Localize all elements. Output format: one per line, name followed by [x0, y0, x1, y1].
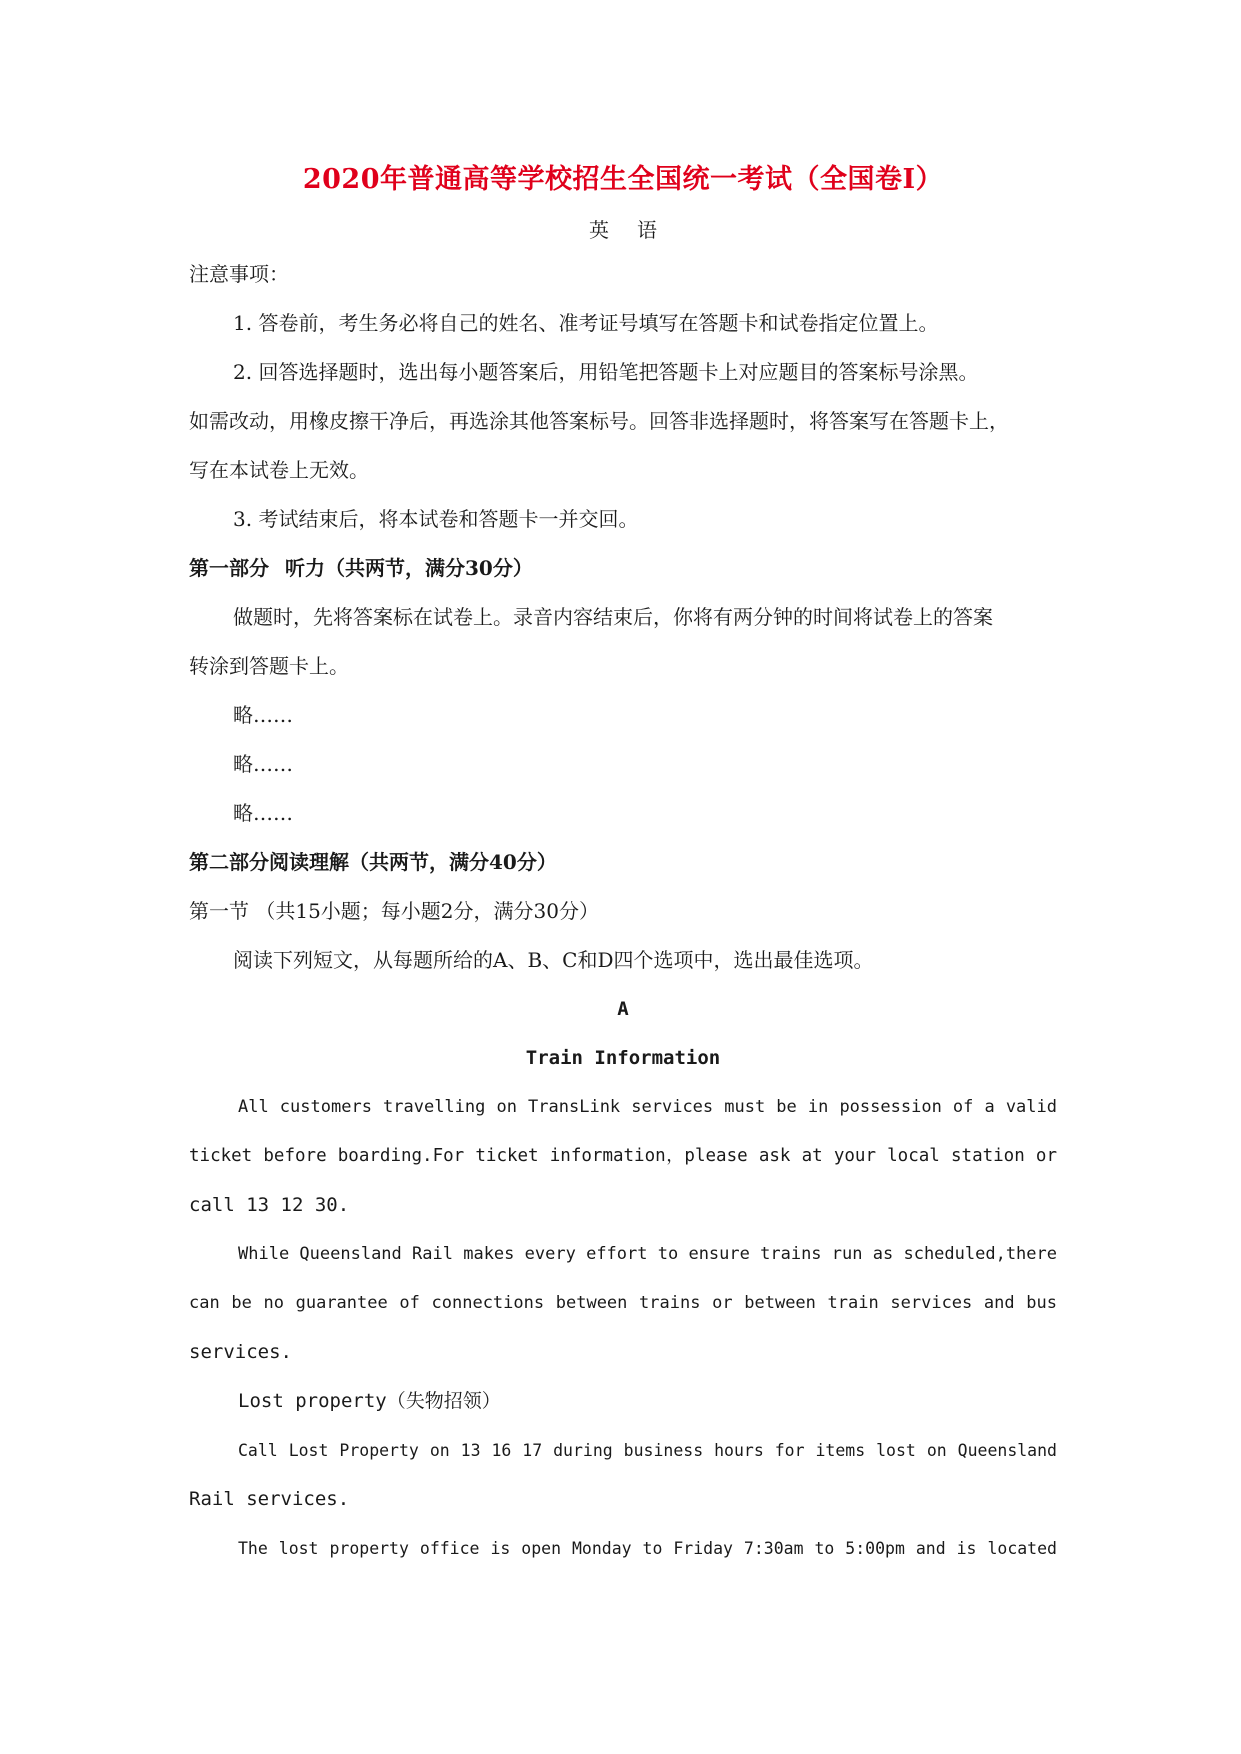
- note-item-2-line-1: 2. 回答选择题时，选出每小题答案后，用铅笔把答题卡上对应题目的答案标号涂黑。: [233, 360, 979, 384]
- exam-title: 2020年普通高等学校招生全国统一考试（全国卷I）: [302, 164, 944, 195]
- part1-instruction-line-1: 做题时，先将答案标在试卷上。录音内容结束后，你将有两分钟的时间将试卷上的答案: [233, 605, 993, 629]
- passage-p4-line-1: Call Lost Property on 13 16 17 during business hours for items lost on Queensland: [238, 1441, 1057, 1460]
- passage-p2-line-1: While Queensland Rail makes every effort to ensure trains run as scheduled,there: [238, 1244, 1057, 1264]
- part2-section1-heading: 第一节 （共15小题；每小题2分，满分30分）: [189, 899, 599, 923]
- subject-title: 英语: [589, 218, 685, 242]
- part2-heading: 第二部分阅读理解（共两节，满分40分）: [189, 850, 557, 874]
- passage-p2-line-3: services.: [189, 1341, 292, 1363]
- omitted-line-2: 略……: [233, 752, 293, 776]
- passage-p3: Lost property（失物招领）: [238, 1390, 501, 1412]
- passage-p5-line-1: The lost property office is open Monday to Friday 7:30am to 5:00pm and is located: [238, 1539, 1057, 1558]
- note-item-2-line-2: 如需改动，用橡皮擦干净后，再选涂其他答案标号。回答非选择题时，将答案写在答题卡上，: [189, 409, 1009, 433]
- part1-instruction-line-2: 转涂到答题卡上。: [189, 654, 349, 678]
- passage-p2-line-2: can be no guarantee of connections between trains or between train services and bus: [189, 1293, 1057, 1313]
- passage-p1-line-2: ticket before boarding.For ticket information，please ask at your local station or: [189, 1146, 1057, 1166]
- note-item-1: 1. 答卷前，考生务必将自己的姓名、准考证号填写在答题卡和试卷指定位置上。: [233, 311, 939, 335]
- exam-page: [189, 160, 1057, 1573]
- part1-heading-label: 第一部分: [189, 556, 269, 580]
- passage-p4-line-2: Rail services.: [189, 1488, 350, 1510]
- part1-heading-text: 听力（共两节，满分30分）: [285, 556, 533, 580]
- passage-label: A: [617, 998, 629, 1020]
- part2-instruction: 阅读下列短文，从每题所给的A、B、C和D四个选项中，选出最佳选项。: [233, 948, 874, 972]
- part1-heading: [189, 544, 1057, 593]
- omitted-line-3: 略……: [233, 801, 293, 825]
- note-item-3: 3. 考试结束后，将本试卷和答题卡一并交回。: [233, 507, 639, 531]
- notes-heading: 注意事项：: [189, 262, 289, 286]
- note-item-2-line-3: 写在本试卷上无效。: [189, 458, 369, 482]
- passage-p1-line-1: All customers travelling on TransLink services must be in possession of a valid: [238, 1097, 1057, 1117]
- passage-title: Train Information: [525, 1047, 721, 1069]
- passage-p1-line-3: call 13 12 30.: [189, 1194, 350, 1216]
- omitted-line-1: 略……: [233, 703, 293, 727]
